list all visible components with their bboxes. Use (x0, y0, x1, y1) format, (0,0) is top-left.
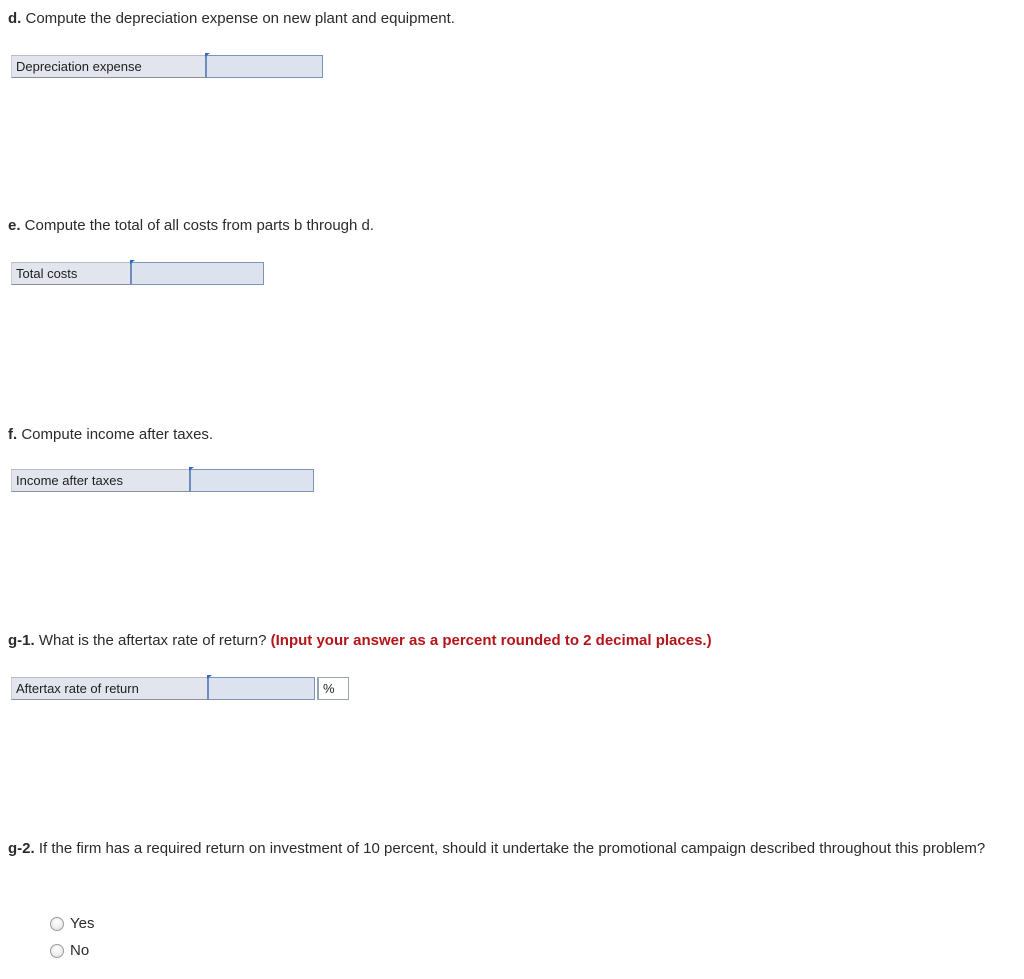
question-d (8, 9, 455, 29)
question-d-prefix: d. (8, 10, 22, 27)
question-d-text: Compute the depreciation expense on new plant and equipment. (21, 10, 455, 27)
depreciation-expense-row (11, 55, 323, 78)
depreciation-expense-label: Depreciation expense (11, 55, 205, 78)
question-f-text: Compute income after taxes. (17, 426, 214, 443)
aftertax-rate-input[interactable] (207, 677, 315, 700)
total-costs-row (11, 262, 264, 285)
income-after-taxes-label: Income after taxes (11, 469, 189, 492)
question-g1-prefix: g-1. (8, 632, 35, 649)
radio-option-no[interactable] (50, 942, 89, 959)
radio-label-no: No (70, 942, 90, 959)
income-after-taxes-row (11, 469, 314, 492)
question-e (8, 216, 374, 236)
question-g1-text: What is the aftertax rate of return? (34, 632, 271, 649)
total-costs-label: Total costs (11, 262, 130, 285)
percent-unit: % (317, 677, 349, 700)
radio-option-yes[interactable] (50, 915, 94, 932)
question-g2-prefix: g-2. (8, 840, 35, 857)
question-f-prefix: f. (8, 426, 18, 443)
depreciation-expense-input[interactable] (205, 55, 323, 78)
question-e-prefix: e. (8, 217, 21, 234)
radio-button-no[interactable] (50, 944, 64, 958)
income-after-taxes-input[interactable] (189, 469, 314, 492)
question-g2-text: If the firm has a required return on investment of 10 percent, should it undertake the promotional campaign described throughout this problem? (34, 840, 986, 857)
question-e-text: Compute the total of all costs from parts b through d. (20, 217, 375, 234)
question-f (8, 425, 213, 445)
question-g1-instruction: (Input your answer as a percent rounded to 2 decimal places.) (270, 632, 712, 649)
question-g1 (8, 631, 712, 651)
aftertax-rate-row (11, 677, 349, 700)
radio-label-yes: Yes (70, 915, 95, 932)
total-costs-input[interactable] (130, 262, 264, 285)
radio-button-yes[interactable] (50, 917, 64, 931)
aftertax-rate-label: Aftertax rate of return (11, 677, 207, 700)
question-g2 (8, 839, 1018, 859)
